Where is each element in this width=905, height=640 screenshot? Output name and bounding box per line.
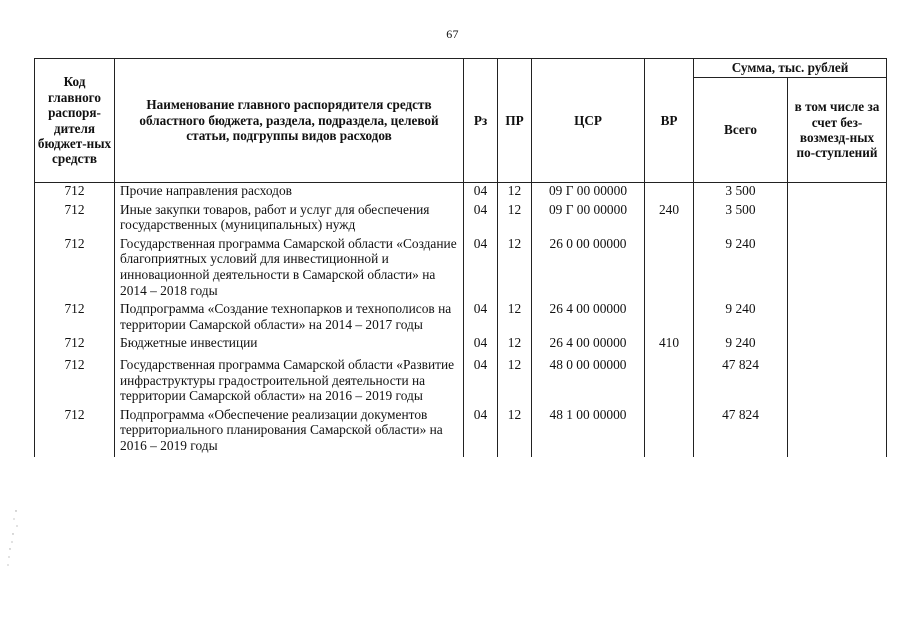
cell-csr: 48 1 00 00000 bbox=[532, 407, 645, 457]
cell-vr bbox=[645, 407, 694, 457]
cell-code: 712 bbox=[35, 335, 115, 357]
cell-csr: 09 Г 00 00000 bbox=[532, 183, 645, 202]
header-name: Наименование главного распорядителя средств областного бюджета, раздела, подраздела, целевой статьи, подгруппы видов расходов bbox=[115, 59, 464, 183]
header-rz: Рз bbox=[464, 59, 498, 183]
header-pr: ПР bbox=[498, 59, 532, 183]
cell-rz: 04 bbox=[464, 183, 498, 202]
table-row bbox=[35, 335, 887, 357]
cell-vr bbox=[645, 183, 694, 202]
cell-vr: 410 bbox=[645, 335, 694, 357]
cell-including bbox=[788, 357, 887, 407]
table-row bbox=[35, 357, 887, 407]
table-row bbox=[35, 301, 887, 335]
cell-including bbox=[788, 236, 887, 301]
cell-vr bbox=[645, 357, 694, 407]
cell-pr: 12 bbox=[498, 407, 532, 457]
cell-code: 712 bbox=[35, 183, 115, 202]
page-number: 67 bbox=[446, 27, 459, 41]
cell-pr: 12 bbox=[498, 183, 532, 202]
cell-pr: 12 bbox=[498, 301, 532, 335]
budget-table bbox=[34, 58, 887, 457]
cell-code: 712 bbox=[35, 357, 115, 407]
cell-code: 712 bbox=[35, 202, 115, 236]
cell-including bbox=[788, 335, 887, 357]
cell-name: Подпрограмма «Создание технопарков и технополисов на территории Самарской области» на 2014 – 2017 годы bbox=[115, 301, 464, 335]
cell-pr: 12 bbox=[498, 202, 532, 236]
table-row bbox=[35, 183, 887, 202]
cell-name: Иные закупки товаров, работ и услуг для обеспечения государственных (муниципальных) нужд bbox=[115, 202, 464, 236]
cell-including bbox=[788, 202, 887, 236]
cell-rz: 04 bbox=[464, 236, 498, 301]
header-csr: ЦСР bbox=[532, 59, 645, 183]
header-code: Код главного распоря-дителя бюджет-ных средств bbox=[35, 59, 115, 183]
cell-csr: 09 Г 00 00000 bbox=[532, 202, 645, 236]
cell-vr: 240 bbox=[645, 202, 694, 236]
cell-name: Прочие направления расходов bbox=[115, 183, 464, 202]
cell-including bbox=[788, 183, 887, 202]
cell-rz: 04 bbox=[464, 407, 498, 457]
cell-csr: 48 0 00 00000 bbox=[532, 357, 645, 407]
cell-total: 9 240 bbox=[694, 301, 788, 335]
cell-code: 712 bbox=[35, 407, 115, 457]
cell-code: 712 bbox=[35, 236, 115, 301]
cell-name: Бюджетные инвестиции bbox=[115, 335, 464, 357]
cell-including bbox=[788, 301, 887, 335]
cell-rz: 04 bbox=[464, 301, 498, 335]
cell-total: 9 240 bbox=[694, 335, 788, 357]
cell-name: Государственная программа Самарской области «Создание благоприятных условий для инвестиционной и инновационной деятельности в Самарской области» на 2014 – 2018 годы bbox=[115, 236, 464, 301]
header-including: в том числе за счет без-возмезд-ных по-ступлений bbox=[788, 78, 887, 183]
cell-csr: 26 4 00 00000 bbox=[532, 301, 645, 335]
cell-pr: 12 bbox=[498, 335, 532, 357]
cell-total: 47 824 bbox=[694, 357, 788, 407]
cell-code: 712 bbox=[35, 301, 115, 335]
header-vr: ВР bbox=[645, 59, 694, 183]
cell-csr: 26 4 00 00000 bbox=[532, 335, 645, 357]
table-row bbox=[35, 202, 887, 236]
header-total: Всего bbox=[694, 78, 788, 183]
cell-rz: 04 bbox=[464, 357, 498, 407]
cell-total: 3 500 bbox=[694, 183, 788, 202]
cell-vr bbox=[645, 236, 694, 301]
cell-name: Подпрограмма «Обеспечение реализации документов территориального планирования Самарской области» на 2016 – 2019 годы bbox=[115, 407, 464, 457]
table-row bbox=[35, 407, 887, 457]
cell-rz: 04 bbox=[464, 202, 498, 236]
cell-total: 3 500 bbox=[694, 202, 788, 236]
cell-including bbox=[788, 407, 887, 457]
cell-vr bbox=[645, 301, 694, 335]
cell-rz: 04 bbox=[464, 335, 498, 357]
cell-pr: 12 bbox=[498, 357, 532, 407]
cell-total: 9 240 bbox=[694, 236, 788, 301]
cell-total: 47 824 bbox=[694, 407, 788, 457]
scan-artifact-dots bbox=[4, 505, 24, 575]
header-sum: Сумма, тыс. рублей bbox=[694, 59, 887, 78]
cell-csr: 26 0 00 00000 bbox=[532, 236, 645, 301]
cell-name: Государственная программа Самарской области «Развитие инфраструктуры градостроительной деятельности на территории Самарской области» на 2016 – 2019 годы bbox=[115, 357, 464, 407]
table-row bbox=[35, 236, 887, 301]
cell-pr: 12 bbox=[498, 236, 532, 301]
